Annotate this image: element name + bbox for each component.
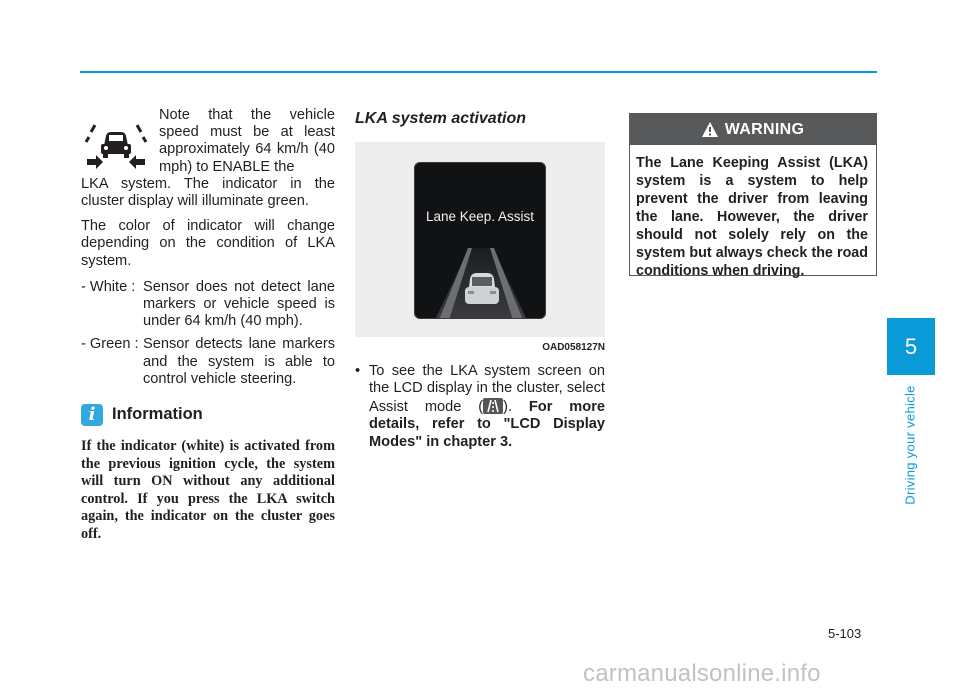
warning-triangle-icon [702,122,718,137]
lcd-screen [414,162,546,319]
lka-indicator-icon [81,112,151,174]
bullet-dot: • [355,363,361,379]
definition-green [81,336,335,388]
chapter-number-tab: 5 [887,318,935,375]
definition-desc: Sensor detects lane markers and the system is able to control vehicle steering. [143,336,335,387]
chapter-title: Driving your vehicle [902,385,918,505]
bullet-text [369,363,605,451]
page-number: 5-103 [828,626,862,641]
definition-term: - Green : [81,336,139,353]
bullet-text-start: To see the LKA system screen on the LCD display in the cluster, select Assist mode ( [369,363,605,415]
definition-desc: Sensor does not detect lane markers or vehicle speed is under 64 km/h (40 mph). [143,278,335,330]
warning-box [629,113,877,279]
road-lanes-graphic [415,163,546,319]
bullet-text-end: ). [503,398,512,415]
section-title: LKA system activation [355,110,527,127]
bullet-bold-text: For more details, refer to "LCD Display Modes" in chapter 3. [369,398,605,450]
column-left [81,107,335,544]
figure-code: OAD058127N [542,342,605,353]
color-note-paragraph: The color of indicator will change depending on the condition of LKA system. [81,218,335,269]
assist-mode-icon [483,398,503,414]
watermark: carmanualsonline.info [583,660,821,687]
information-icon: i [81,404,103,426]
information-title: Information [112,405,203,424]
warning-header [630,114,876,145]
warning-title: WARNING [724,120,805,138]
information-header [81,404,335,426]
warning-body: The Lane Keeping Assist (LKA) system is a system to help prevent the driver from leaving the lane. However, the driver should not solely rely on the system but always check the road conditions when driving. [636,155,868,279]
intro-text-part1: Note that the vehicle speed must be at least approximately 64 km/h (40 mph) to ENABLE the [159,107,335,175]
information-body: If the indicator (white) is activated from the previous ignition cycle, the system will turn ON without any additional control. If you press the LKA switch again, the indicator on the cluster goes off. [81,438,335,543]
screen-label: Lane Keep. Assist [425,209,535,224]
column-middle [355,110,605,451]
definition-term: - White : [81,278,136,295]
intro-text-part2: LKA system. The indicator in the cluster display will illuminate green. [81,175,335,210]
bullet-item [355,363,605,451]
indicator-color-list [81,279,335,388]
chapter-title-vertical [898,385,922,505]
cluster-display-figure [355,142,605,337]
top-rule [80,71,877,73]
definition-white [81,279,335,331]
